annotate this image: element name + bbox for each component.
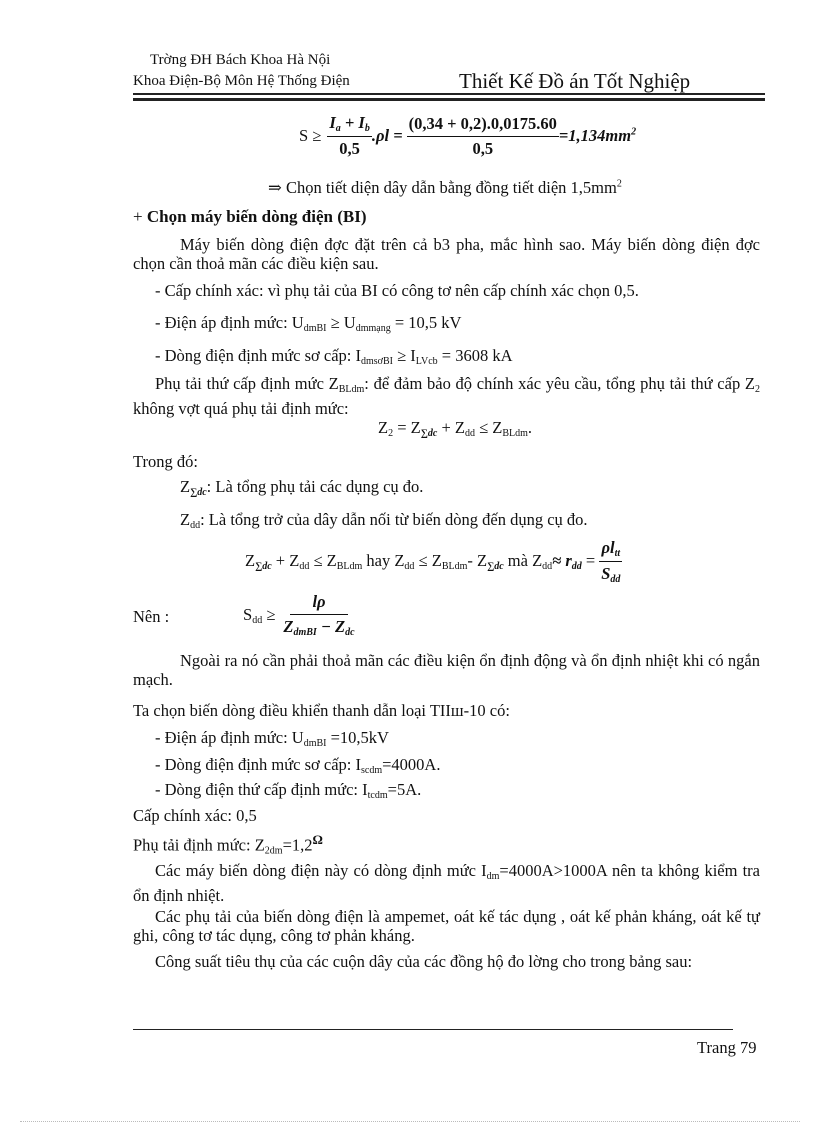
conclusion-wire: ⇒ Chọn tiết diện dây dẫn bằng đồng tiết diện $1,5mm^2$ [268,178,622,197]
definition-zdc: $Z_{\sum dc}$: Là tổng phụ tải các dụng cụ đo. [180,477,424,498]
equation-z2: $Z_2 = Z_{\sum dc} + Z_{dd} \le Z_{BLdm}$. [378,418,533,439]
paragraph-selection: Ta chọn biến dòng điều khiển thanh dẫn loại TIIш-10 có: [133,701,510,720]
equation-section-area: $S_{dd}$ ≥ $\frac{l\rho}{Z_{dmBI} - Z_{dc}}$ [243,592,355,638]
spec-secondary-current: - Dòng điện thứ cấp định mức: $I_{tcdm}=5A$. [155,780,422,801]
header-faculty: Khoa Điện-Bộ Môn Hệ Thống Điện [133,73,350,89]
paragraph-power-consumption: Công suất tiêu thụ của các cuộn dây của các đồng hộ đo lờng cho trong bảng sau: [155,952,693,971]
paragraph-stability: Ngoài ra nó cần phải thoả mãn các điều kiện ổn định động và ổn định nhiệt khi có ngắn mạch. [133,651,760,689]
paragraph-no-thermal-check: Các máy biến dòng điện này có dòng định mức $I_{dm}=4000A>1000A$ nên ta không kiểm tra ổn định nhiệt. [133,861,760,905]
bullet-current: - Dòng điện định mức sơ cấp: $I_{dmsơBI} \ge I_{LVcb} = 3608$ kA [155,346,513,367]
fraction-resistance: $\frac{\rho l_{tt}}{S_{dd}}$ [601,538,621,585]
fraction-area: $\frac{l\rho}{Z_{dmBI} - Z_{dc}}$ [283,592,355,638]
paragraph-secondary-load: Phụ tải thứ cấp định mức $Z_{BLdm}$: để đảm bảo độ chính xác yêu cầu, tổng phụ tải thứ cấp $Z_2$ không vợt quá phụ tải định mức: [133,374,761,418]
spec-accuracy: Cấp chính xác: 0,5 [133,806,257,825]
spec-voltage: - Điện áp định mức: $U_{dmBI} =10,5kV$ [155,728,389,749]
definition-zdd: $Z_{dd}$: Là tổng trở của dây dẫn nối từ biến dòng đến dụng cụ đo. [180,510,588,531]
fraction-value: $\frac{(0,34 + 0,2).0,0175.60}{0,5}$ [408,113,557,158]
bullet-voltage: - Điện áp định mức: $U_{dmBI} \ge U_{dmmạng} = 10,5$ kV [155,313,462,334]
formula-cross-section: S ≥ $\frac{I_a + I_b}{0,5}$ .ρl = $\frac{(0,34 + 0,2).0,0175.60}{0,5}$ $=1,134mm^2$ [299,113,637,158]
spec-primary-current: - Dòng điện định mức sơ cấp: $I_{scdm}=4000A$. [155,755,441,776]
fraction-current: $\frac{I_a + I_b}{0,5}$ [329,113,370,158]
header-rule-thin [133,93,765,95]
header-title: Thiết Kế Đồ án Tốt Nghiệp [459,69,691,93]
header-rule-thick [133,98,765,101]
label-where: Trong đó: [133,452,198,471]
bullet-accuracy: - Cấp chính xác: vì phụ tải của BI có công tơ nên cấp chính xác chọn 0,5. [155,281,639,300]
footer-rule [133,1029,733,1030]
paragraph-intro: Máy biến dòng điện đợc đặt trên cả b3 pha, mắc hình sao. Máy biến dòng điện đợc chọn cần thoả mãn các điều kiện sau. [133,235,760,273]
spec-rated-load: Phụ tải định mức: $Z_{2dm}=1,2^\Omega$ [133,832,323,857]
page-number: Trang 79 [697,1038,757,1057]
header-school: Trờng ĐH Bách Khoa Hà Nội [150,52,331,68]
paragraph-loads: Các phụ tải của biến dòng điện là ampemet, oát kế tác dụng , oát kế phản kháng, oát kế tự ghi, công tơ tác dụng, công tơ phản kháng. [133,907,760,945]
page-bottom-dotted-line [20,1121,800,1122]
section-heading-bi: + Chọn máy biến dòng điện (BI) [133,207,367,226]
label-therefore: Nên : [133,607,170,626]
equation-condition: $Z_{\sum dc} + Z_{dd} \le Z_{BLdm}$ hay $Z_{dd} \le Z_{BLdm}-$ $Z_{\sum dc}$ mà $Z_{dd}\approx r_{dd}$ = $\frac{\rho l_{tt}}{S_{dd}}$ [245,538,621,585]
